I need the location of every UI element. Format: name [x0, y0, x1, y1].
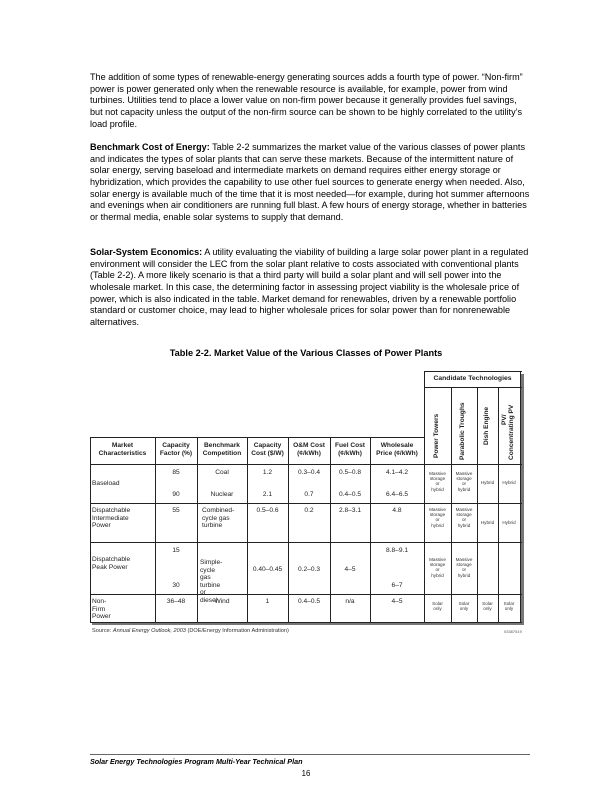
- page-number: 16: [301, 769, 311, 778]
- cell-line: or: [435, 517, 440, 523]
- paragraph-text: The addition of some types of renewable-energy generating sources adds a fourth type of power. “Non-firm” power is power generated only when the renewable resource is available, for example, power from wind turbines. Utilities tend to place a lower value on non-firm power because it generally provides fuel savings, but not capacity unless the output of the non-firm source can be shown to be highly correlated to the utility’s load profile.: [90, 72, 523, 129]
- cell-market: [92, 598, 111, 621]
- header-power-towers: Power Towers: [433, 413, 440, 458]
- header-om-cost: [288, 442, 330, 457]
- rule: [477, 387, 478, 623]
- cell-power-towers: [424, 601, 451, 611]
- rule: [451, 387, 452, 623]
- paragraph-text: Table 2-2 summarizes the market value of the various classes of power plants and indicates the types of solar plants that can serve these markets. Because of the intermittent nature of solar energy, serving baseload and intermediate markets on demand requires either energy storage or hybridization, which provides the capability to use other fuel sources to generate energy when needed. Also, solar energy is available much of the time that it is most needed—for example, during hot summer afternoons and evenings when air conditioners are running full blast. A few hours of energy storage, whether in batteries or thermal media, enable solar systems to supply that demand.: [90, 142, 530, 222]
- cell-dish-engine: Hybrid: [480, 520, 495, 525]
- footer-divider: [90, 754, 530, 755]
- header-line: Fuel Cost: [334, 442, 366, 449]
- table-caption: Table 2-2. Market Value of the Various Classes of Power Plants: [169, 348, 443, 358]
- cell-om-cost: 0.7: [304, 491, 314, 498]
- cell-parabolic-troughs: [451, 601, 477, 611]
- cell-line: or: [461, 481, 467, 487]
- cell-parabolic-troughs: [451, 471, 477, 492]
- cell-line: storage: [429, 476, 446, 482]
- header-line: (¢/kWh): [297, 449, 321, 457]
- cell-line: Power: [92, 613, 111, 621]
- cell-wholesale: 4.8: [392, 507, 402, 514]
- cell-line: hybrid: [431, 486, 444, 492]
- cell-fuel-cost: 0.4–0.5: [339, 491, 361, 498]
- paragraph-text: A utility evaluating the viability of building a large solar power plant in a regulated environment will consider the LEC from the solar plant relative to costs associated with conventional plants (Table 2-2). A more likely scenario is that a third party will build a solar plant and will sell power into the wholesale market. In this case, the determining factor in assessing project viability is the wholesale price of power, which is also indicated in the table. Market demand for renewables, driven by a renewable portfolio standard or customer choice, may lead to higher wholesale prices for solar power than for nonrenewable alternatives.: [90, 247, 529, 327]
- cell-wholesale: 6.4–6.5: [386, 491, 408, 498]
- cell-market: Baseload: [92, 480, 120, 487]
- cell-dish-engine: [477, 601, 498, 611]
- figure-id: 03387519: [504, 629, 522, 634]
- rule: [155, 437, 156, 623]
- header-line: Characteristics: [98, 449, 147, 457]
- cell-om-cost: 0.2: [304, 507, 314, 514]
- header-line: Factor (%): [159, 449, 193, 457]
- cell-line: hybrid: [431, 572, 444, 578]
- cell-market: [92, 556, 130, 571]
- header-line: Competition: [202, 449, 242, 457]
- cell-fuel-cost: 2.8–3.1: [339, 507, 361, 514]
- cell-line: storage: [456, 512, 472, 518]
- header-fuel-cost: [330, 442, 370, 457]
- cell-line: Solar: [458, 601, 470, 606]
- cell-capacity-factor: 90: [172, 491, 180, 498]
- cell-capacity-cost: 1.2: [262, 469, 273, 476]
- paragraph-lead: Solar-System Economics:: [90, 247, 203, 257]
- rule: [424, 371, 522, 372]
- header-capacity-factor: [155, 442, 197, 457]
- cell-power-towers: [424, 557, 451, 578]
- rule: [330, 437, 331, 623]
- cell-om-cost: 0.2–0.3: [298, 566, 320, 573]
- cell-line: or: [435, 481, 440, 487]
- cell-line: hybrid: [431, 522, 444, 528]
- cell-line: storage: [456, 476, 472, 482]
- cell-pv: Hybrid: [502, 480, 516, 485]
- cell-line: or diesel: [200, 589, 218, 604]
- cell-line: Solar: [503, 601, 515, 606]
- cell-wholesale: 4.1–4.2: [386, 469, 408, 476]
- cell-line: Simple-cycle: [200, 559, 223, 574]
- cell-line: Non-Firm: [92, 598, 107, 613]
- cell-benchmark: Wind: [214, 598, 230, 605]
- table-shadow: [92, 623, 524, 625]
- cell-line: cycle gas: [202, 514, 230, 522]
- rule: [498, 387, 499, 623]
- header-line: PV/: [501, 414, 508, 425]
- paragraph-benchmark-cost: [90, 142, 530, 224]
- cell-capacity-factor: 30: [172, 582, 180, 589]
- rule: [424, 371, 425, 623]
- cell-line: Solar: [482, 601, 493, 606]
- cell-market: [92, 507, 130, 530]
- cell-benchmark: Nuclear: [210, 491, 234, 498]
- cell-benchmark: Coal: [215, 469, 229, 476]
- cell-line: only: [483, 606, 492, 612]
- header-dish-engine: Dish Engine: [483, 406, 490, 445]
- cell-line: Massive: [429, 557, 446, 562]
- cell-line: Massive: [455, 507, 473, 512]
- cell-line: or: [435, 567, 440, 573]
- cell-dish-engine: Hybrid: [480, 480, 495, 485]
- cell-line: or: [461, 517, 467, 523]
- header-line: Price (¢/kWh): [376, 449, 418, 457]
- cell-wholesale: 8.8–9.1: [386, 547, 408, 554]
- cell-line: Intermediate: [92, 514, 129, 522]
- table-shadow: [521, 374, 524, 625]
- cell-line: Solar: [432, 601, 443, 606]
- footer-title: Solar Energy Technologies Program Multi-Year Technical Plan: [90, 757, 303, 766]
- header-line: Wholesale: [380, 442, 414, 449]
- cell-capacity-factor: 85: [172, 469, 180, 476]
- cell-line: Massive: [455, 471, 473, 476]
- cell-line: Peak Power: [92, 563, 128, 571]
- header-line: (¢/kWh): [338, 449, 362, 457]
- cell-pv: Hybrid: [502, 520, 516, 525]
- rule: [288, 437, 289, 623]
- rule: [520, 371, 521, 623]
- cell-line: Massive: [429, 471, 446, 476]
- rule: [90, 437, 424, 438]
- rule: [90, 437, 91, 623]
- cell-line: only: [459, 606, 469, 612]
- cell-line: Dispatchable: [92, 556, 131, 563]
- header-line: O&M Cost: [293, 442, 325, 449]
- table-source: [92, 628, 289, 634]
- cell-fuel-cost: 4–5: [344, 566, 356, 573]
- header-line: Capacity: [253, 442, 282, 449]
- header-benchmark-competition: [197, 442, 247, 457]
- cell-line: storage: [456, 562, 472, 568]
- paragraph-non-firm-power: [90, 72, 530, 130]
- rule: [247, 437, 248, 623]
- cell-parabolic-troughs: [451, 557, 477, 578]
- cell-capacity-factor: 36–48: [166, 598, 186, 605]
- header-line: Market: [111, 442, 134, 449]
- cell-capacity-cost: 0.5–0.6: [256, 507, 279, 514]
- cell-line: Massive: [455, 557, 473, 562]
- cell-pv: [498, 601, 520, 611]
- header-market-characteristics: [90, 442, 155, 457]
- header-capacity-cost: [247, 442, 288, 457]
- paragraph-solar-economics: [90, 247, 530, 329]
- cell-om-cost: 0.3–0.4: [298, 469, 320, 476]
- cell-line: Massive: [429, 507, 446, 512]
- cell-power-towers: [424, 507, 451, 528]
- header-wholesale-price: [370, 442, 424, 457]
- source-title: Annual Energy Outlook, 2003: [112, 628, 186, 634]
- header-line: Benchmark: [204, 442, 240, 449]
- cell-line: Power: [92, 522, 111, 530]
- cell-fuel-cost: 0.5–0.8: [339, 469, 361, 476]
- header-line: Cost ($/W): [251, 449, 284, 457]
- rule: [197, 437, 198, 623]
- candidate-technologies-header: Candidate Technologies: [433, 375, 512, 382]
- source-prefix: Source:: [92, 628, 113, 634]
- header-pv-concentrating-line2: Concentrating PV: [508, 404, 515, 460]
- cell-line: hybrid: [457, 522, 471, 528]
- cell-capacity-factor: 15: [172, 547, 180, 554]
- cell-line: storage: [429, 562, 446, 568]
- cell-power-towers: [424, 471, 451, 492]
- cell-line: hybrid: [457, 486, 471, 492]
- cell-capacity-cost: 1: [265, 598, 270, 605]
- paragraph-lead: Benchmark Cost of Energy:: [90, 142, 210, 152]
- cell-line: hybrid: [457, 572, 471, 578]
- cell-parabolic-troughs: [451, 507, 477, 528]
- cell-benchmark: [202, 507, 234, 530]
- cell-line: Dispatchable: [92, 507, 131, 514]
- header-line: Capacity: [162, 442, 190, 449]
- cell-line: turbine: [202, 522, 223, 530]
- cell-line: Combined-: [202, 507, 235, 514]
- cell-line: only: [504, 606, 514, 612]
- cell-wholesale: 4–5: [391, 598, 403, 605]
- cell-line: storage: [429, 512, 446, 518]
- cell-capacity-cost: 2.1: [262, 491, 273, 498]
- header-parabolic-troughs: Parabolic Troughs: [459, 402, 466, 460]
- cell-line: gas turbine: [200, 574, 221, 589]
- cell-capacity-factor: 55: [172, 507, 180, 514]
- cell-capacity-cost: 0.40–0.45: [252, 566, 283, 573]
- cell-fuel-cost: n/a: [345, 598, 355, 605]
- source-suffix: (DOE/Energy Information Administration): [185, 628, 289, 634]
- cell-line: or: [461, 567, 467, 573]
- cell-wholesale: 6–7: [391, 582, 403, 589]
- rule: [370, 437, 371, 623]
- cell-line: only: [433, 606, 442, 612]
- rule: [424, 387, 522, 388]
- cell-om-cost: 0.4–0.5: [298, 598, 320, 605]
